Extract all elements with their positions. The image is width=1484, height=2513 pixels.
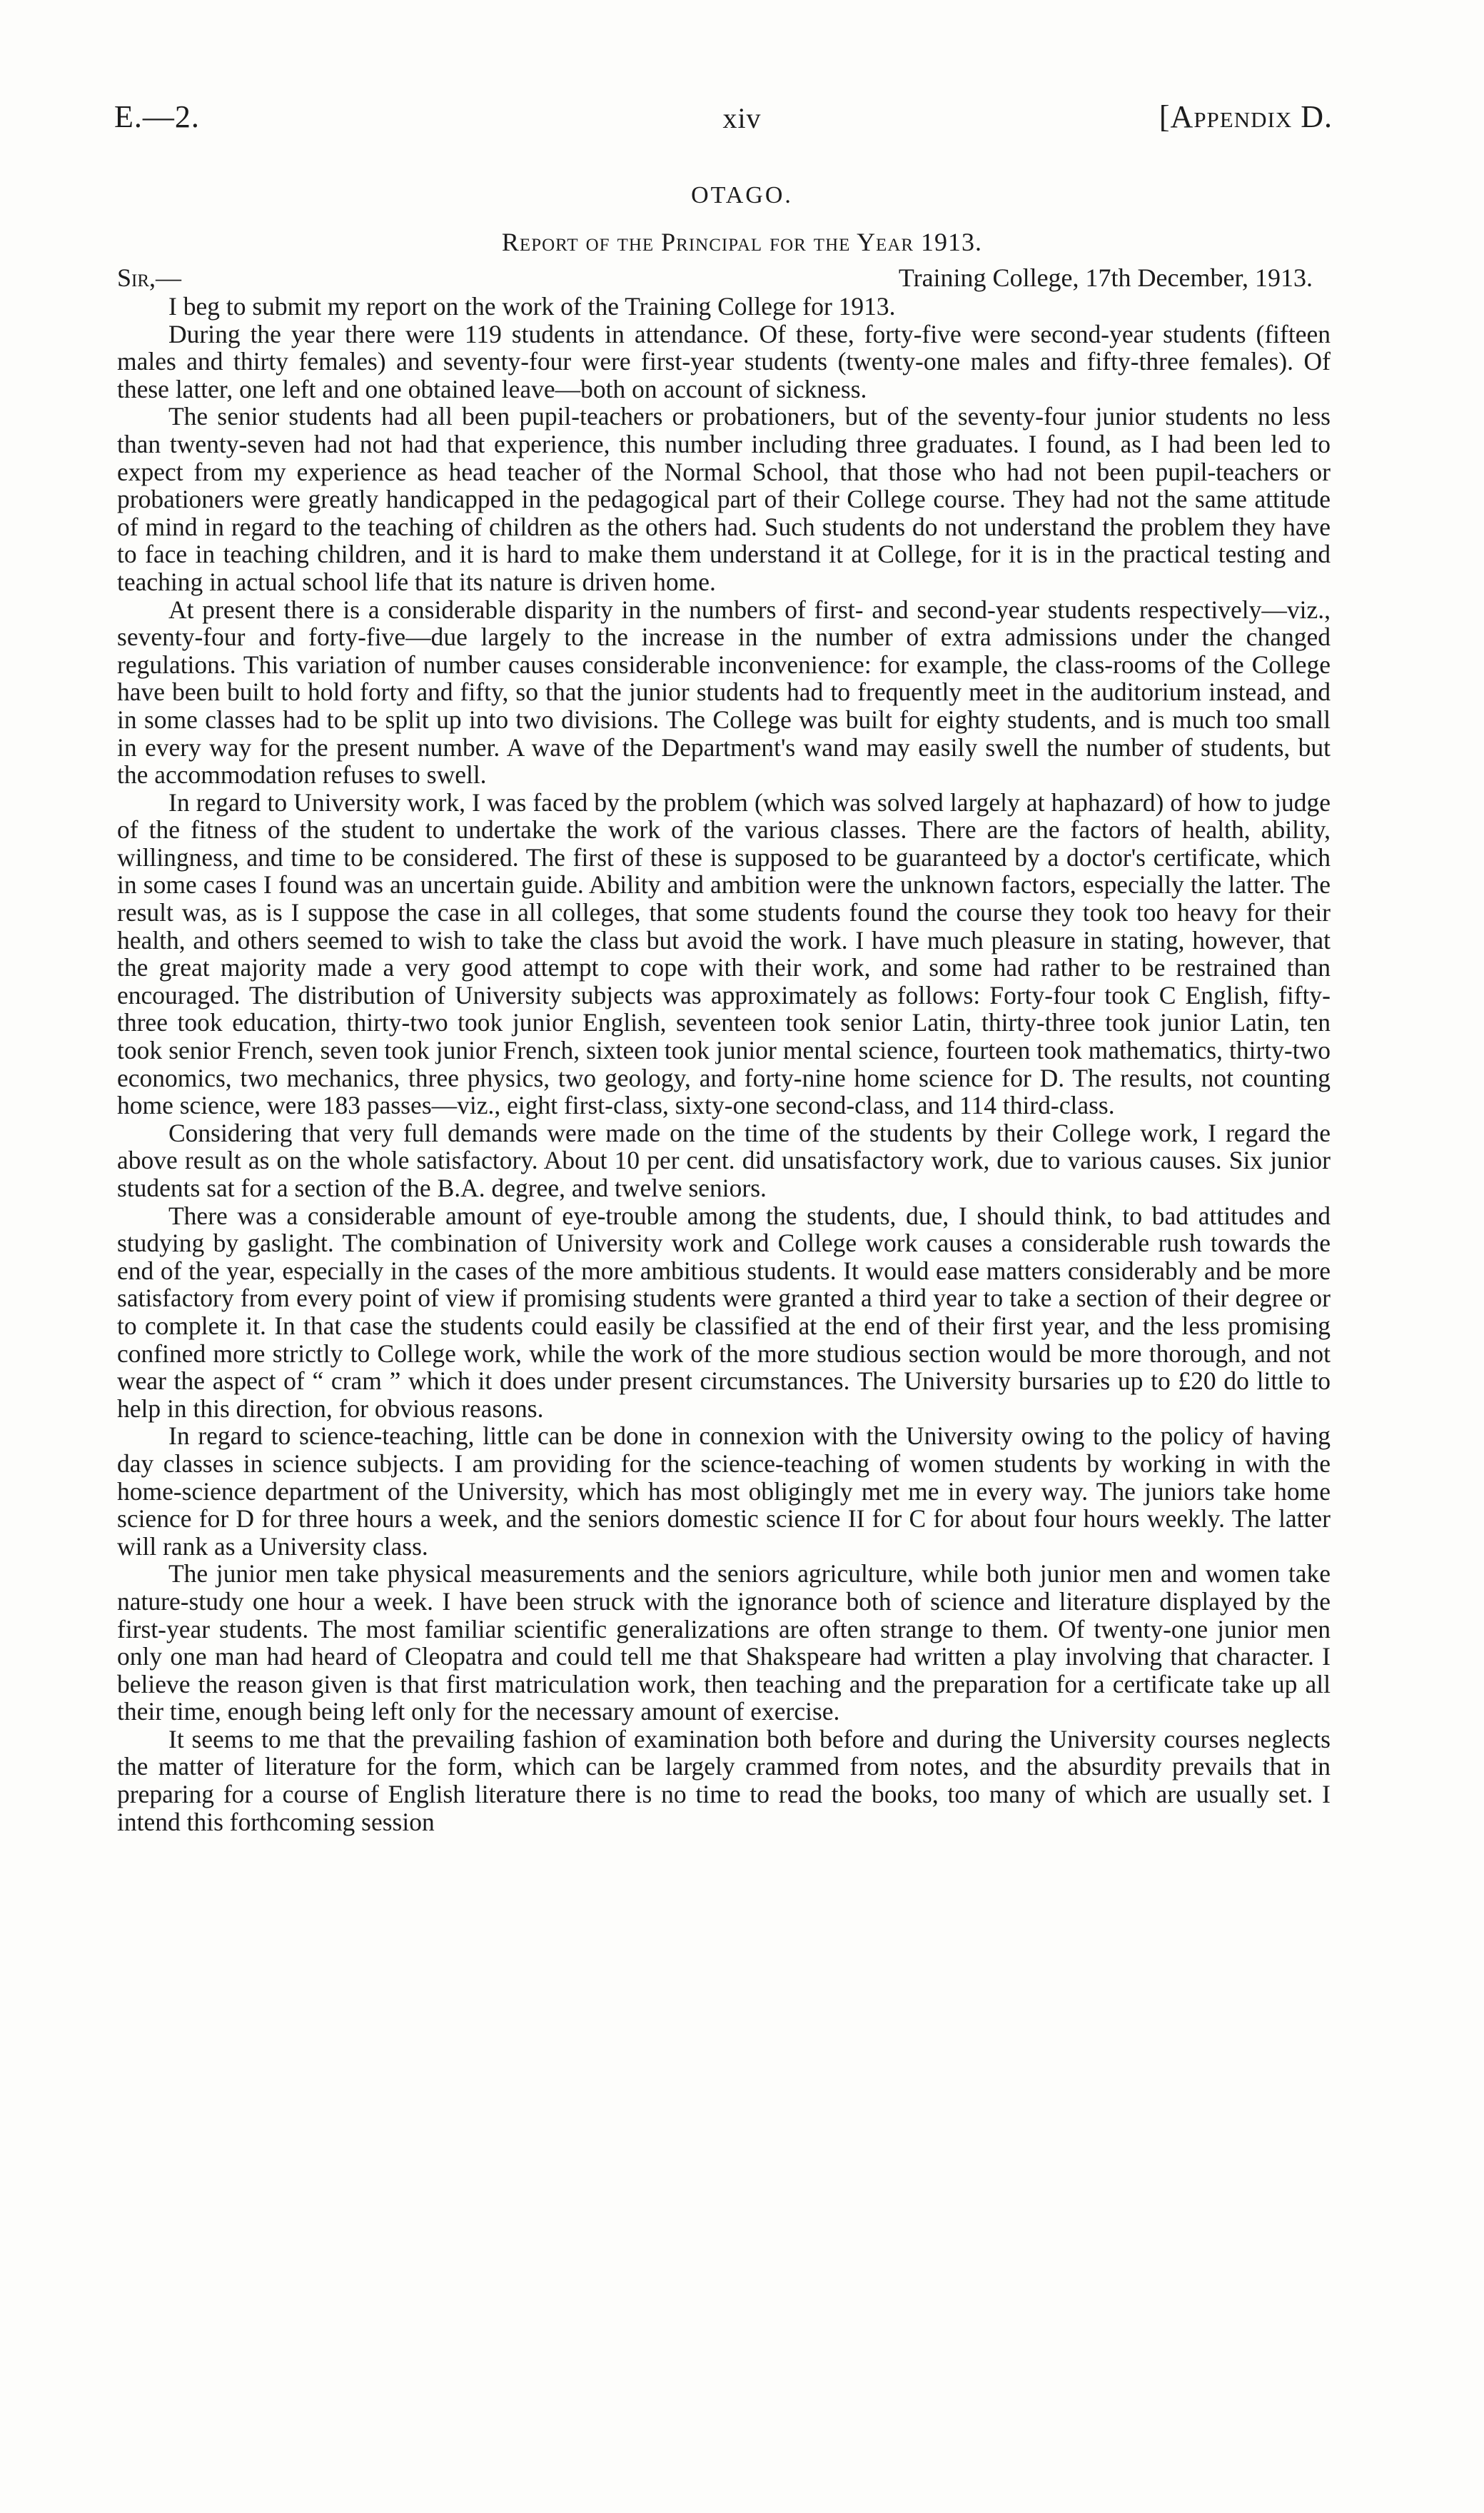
paragraph: In regard to University work, I was faced by the problem (which was solved largely at haphazard) of how to judge of the fitness of the student to undertake the work of the various classes. There are the factors of health, ability, willingness, and time to be considered. The first of these is supposed to be guaranteed by a doctor's certificate, which in some cases I found was an uncertain guide. Ability and ambition were the unknown factors, especially the latter. The result was, as is I suppose the case in all colleges, that some students found the course they took too heavy for their health, and others seemed to wish to take the class but avoid the work. I have much pleasure in stating, however, that the great majority made a very good attempt to cope with their work, and some had rather to be restrained than encouraged. The distribution of University subjects was approximately as follows: Forty-four took C English, fifty-three took education, thirty-two took junior English, seventeen took senior Latin, thirty-three took junior Latin, ten took senior French, seven took junior French, sixteen took junior mental science, fourteen took mathematics, thirty-two economics, two mechanics, three physics, two geology, and forty-nine home science for D. The results, not counting home science, were 183 passes—viz., eight first-class, sixty-one second-class, and 114 third-class. (117, 787, 1331, 1120)
paragraph: The senior students had all been pupil-teachers or probationers, but of the seventy-four junior students no less than twenty-seven had not had that experience, this number including three graduates. I found, as I had been led to expect from my experience as head teacher of the Normal School, that those who had not been pupil-teachers or probationers were greatly handicapped in the pedagogical part of their College course. They had not the same attitude of mind in regard to the teaching of children as the others had. Such students do not understand the problem they have to face in teaching children, and it is hard to make them understand it at College, for it is in the practical testing and teaching in actual school life that its nature is driven home. (117, 402, 1331, 596)
paragraph: At present there is a considerable disparity in the numbers of first- and second-year students respectively—viz., seventy-four and forty-five—due largely to the increase in the number of extra admissions under the changed regulations. This variation of number causes considerable inconvenience: for example, the class-rooms of the College have been built to hold forty and fifty, so that the junior students had to frequently meet in the auditorium instead, and in some classes had to be split up into two divisions. The College was built for eighty students, and is much too small in every way for the present number. A wave of the Department's wand may easily swell the number of students, but the accommodation refuses to swell. (117, 595, 1331, 790)
paragraph: Considering that very full demands were made on the time of the students by their College work, I regard the above result as on the whole satisfactory. About 10 per cent. did unsatisfactory work, due to various causes. Six junior students sat for a section of the B.A. degree, and twelve seniors. (117, 1118, 1331, 1202)
report-subtitle: Report of the Principal for the Year 1913. (501, 228, 983, 256)
paragraph: There was a considerable amount of eye-trouble among the students, due, I should think, to bad attitudes and studying by gaslight. The combination of University work and College work causes a considerable rush towards the end of the year, especially in the cases of the more ambitious students. It would ease matters considerably and be more satisfactory from every point of view if promising students were granted a third year to take a section of their degree or to complete it. In that case the students could easily be classified at the end of their first year, and the less promising confined more strictly to College work, while the work of the more studious section would be more thorough, and not wear the aspect of “ cram ” which it does under present circumstances. The University bursaries up to £20 do little to help in this direction, for obvious reasons. (117, 1201, 1331, 1423)
dateline: Training College, 17th December, 1913. (898, 263, 1313, 292)
paragraph: During the year there were 119 students in attendance. Of these, forty-five were second-year students (fifteen males and thirty females) and seventy-four were first-year students (twenty-one males and fifty-three females). Of these latter, one left and one obtained leave—both on account of sickness. (117, 319, 1331, 403)
header-left-reference: E.—2. (114, 99, 200, 134)
paragraph: The junior men take physical measurements and the seniors agriculture, while both junior men and women take nature-study one hour a week. I have been struck with the ignorance both of science and literature displayed by the first-year students. The most familiar scientific generalizations are often strange to them. Of twenty-one junior men only one man had heard of Cleopatra and could tell me that Shakspeare had written a play involving that character. I believe the reason given is that first matriculation work, then teaching and the preparation for a certificate take up all their time, enough being left only for the necessary amount of exercise. (117, 1559, 1331, 1726)
paragraph: I beg to submit my report on the work of the Training College for 1913. (168, 292, 896, 321)
page-title: OTAGO. (691, 182, 793, 208)
report-body (117, 293, 1331, 1835)
salutation: Sir,— (117, 263, 182, 292)
paragraph: It seems to me that the prevailing fashion of examination both before and during the University courses neglects the matter of literature for the form, which can be largely crammed from notes, and the absurdity prevails that in preparing for a course of English literature there is no time to read the books, too many of which are usually set. I intend this forthcoming session (117, 1724, 1331, 1836)
page-number: xiv (722, 102, 762, 134)
header-right-appendix: [Appendix D. (1159, 99, 1333, 134)
paragraph: In regard to science-teaching, little can be done in connexion with the University owing to the policy of having day classes in science subjects. I am providing for the science-teaching of women students by working in with the home-science department of the University, which has most obligingly met me in every way. The juniors take home science for D for three hours a week, and the seniors domestic science II for C for about four hours weekly. The latter will rank as a University class. (117, 1421, 1331, 1561)
